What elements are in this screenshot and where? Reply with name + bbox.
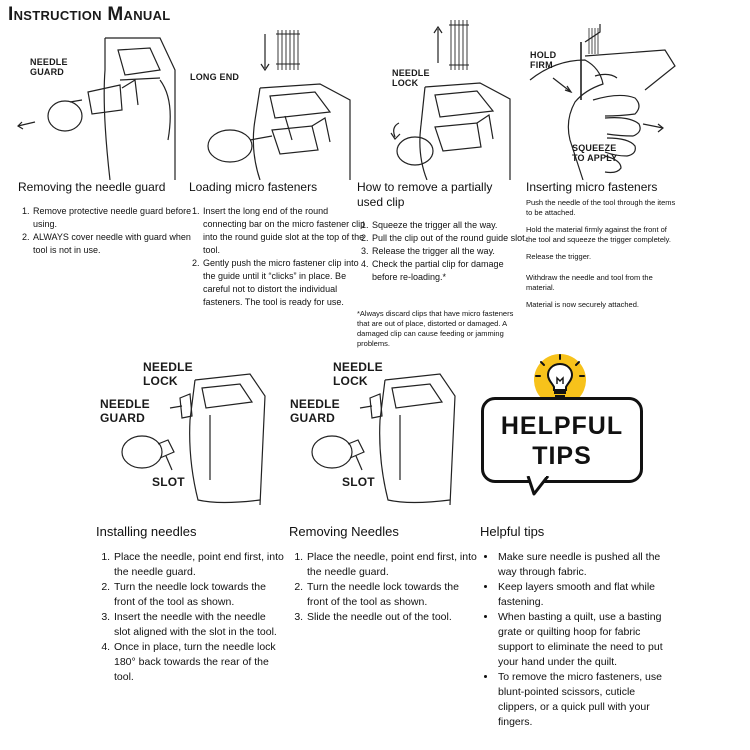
paragraph: Hold the material firmly against the front of the tool and squeeze the trigger completely. — [526, 225, 671, 244]
label-needle-guard-6: NEEDLE GUARD — [290, 397, 340, 425]
label-squeeze: SQUEEZE TO APPLY — [572, 143, 618, 163]
note-partial-clip: *Always discard clips that have micro fasteners that are out of place, distorted or damaged. A damaged clip can cause feeding or jamming problems. — [357, 309, 514, 348]
section-title-helpful-tips: Helpful tips — [480, 524, 545, 539]
list-item: 2. ALWAYS cover needle with guard when tool is not in use. — [32, 231, 192, 257]
list-item: 2. Gently push the micro fastener clip into the guide until it “clicks” in place. Be careful not to distort the individual fasteners. The tool is ready for use. — [202, 257, 370, 309]
paragraphs-inserting — [526, 198, 678, 317]
section-title-installing: Installing needles — [96, 524, 197, 539]
label-hold-firm: HOLD FIRM — [530, 50, 557, 70]
list-item: 1. Squeeze the trigger all the way. — [371, 219, 531, 232]
paragraph: Material is now securely attached. — [526, 300, 639, 309]
label-slot-5: SLOT — [152, 475, 185, 489]
list-item: • Make sure needle is pushed all the way through fabric. — [497, 550, 667, 580]
steps-partial-clip — [355, 219, 531, 284]
label-needle-lock-6: NEEDLE LOCK — [333, 360, 383, 388]
section-title-loading: Loading micro fasteners — [189, 180, 318, 194]
list-item: • Keep layers smooth and flat while fastening. — [497, 580, 667, 610]
illustration-partial-clip — [385, 15, 520, 180]
list-item: 3. Slide the needle out of the tool. — [306, 610, 478, 625]
badge-line-1: HELPFUL — [500, 412, 624, 440]
list-item: • To remove the micro fasteners, use blunt-pointed scissors, cuticle clippers, or a quick pull with your fingers. — [497, 670, 667, 730]
section-title-removing-guard: Removing the needle guard — [18, 180, 166, 194]
speech-tail — [526, 476, 550, 496]
list-item: 4. Check the partial clip for damage before re-loading.* — [371, 258, 531, 284]
paragraph: Release the trigger. — [526, 252, 592, 261]
label-needle-lock-5: NEEDLE LOCK — [143, 360, 193, 388]
list-item: 2. Turn the needle lock towards the front of the tool as shown. — [306, 580, 478, 610]
list-helpful-tips — [478, 550, 667, 730]
list-item: 1. Place the needle, point end first, into the needle guard. — [113, 550, 285, 580]
section-title-inserting: Inserting micro fasteners — [526, 180, 658, 194]
list-item: 2. Turn the needle lock towards the front of the tool as shown. — [113, 580, 285, 610]
paragraph: Withdraw the needle and tool from the material. — [526, 273, 653, 292]
list-item: 2. Pull the clip out of the round guide slot. — [371, 232, 531, 245]
list-item: 4. Once in place, turn the needle lock 180° back towards the rear of the tool. — [113, 640, 285, 685]
illustration-remove-guard — [10, 30, 180, 180]
label-needle-lock-3: NEEDLE LOCK — [392, 68, 430, 88]
illustration-loading — [200, 20, 360, 180]
list-item: 1. Remove protective needle guard before using. — [32, 205, 192, 231]
steps-removing-guard — [16, 205, 192, 257]
list-item: • When basting a quilt, use a basting grate or quilting hoop for fabric support to eliminate the need to put your hand under the quilt. — [497, 610, 667, 670]
steps-removing-needles — [287, 550, 478, 625]
badge-line-2: TIPS — [532, 442, 592, 470]
paragraph: Push the needle of the tool through the items to be attached. — [526, 198, 676, 217]
label-needle-guard-5: NEEDLE GUARD — [100, 397, 150, 425]
label-slot-6: SLOT — [342, 475, 375, 489]
page-title: Instruction Manual — [8, 4, 171, 25]
section-title-removing-needles: Removing Needles — [289, 524, 399, 539]
list-item: 1. Place the needle, point end first, into the needle guard. — [306, 550, 478, 580]
label-needle-guard-1: NEEDLE GUARD — [30, 57, 68, 77]
label-long-end: LONG END — [190, 72, 240, 82]
list-item: 1. Insert the long end of the round connecting bar on the micro fastener clip into the round guide slot at the top of the tool. — [202, 205, 370, 257]
list-item: 3. Insert the needle with the needle slot aligned with the slot in the tool. — [113, 610, 285, 640]
steps-loading — [186, 205, 370, 309]
helpful-tips-badge — [481, 397, 643, 483]
list-item: 3. Release the trigger all the way. — [371, 245, 531, 258]
section-title-partial-clip: How to remove a partially used clip — [357, 180, 493, 209]
steps-installing — [94, 550, 285, 685]
